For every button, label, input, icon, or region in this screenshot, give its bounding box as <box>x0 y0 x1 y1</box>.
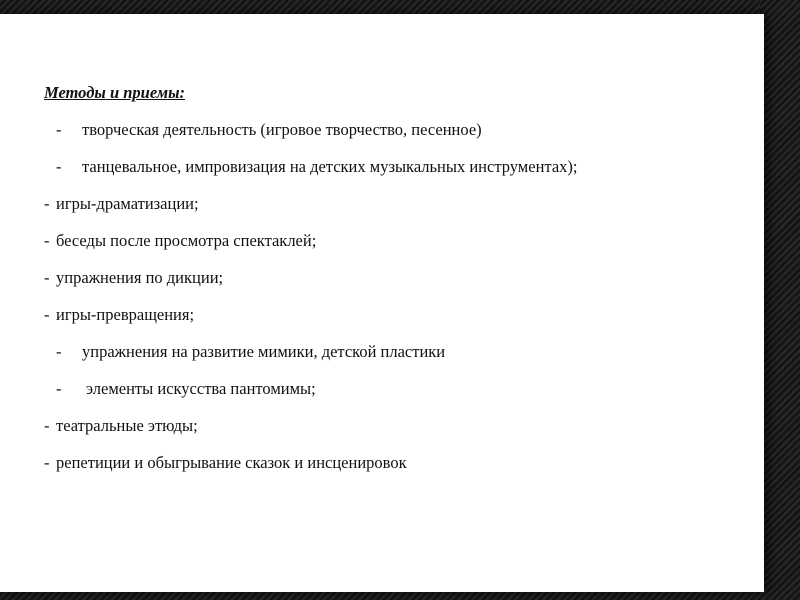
list-item-text: упражнения по дикции; <box>56 268 224 287</box>
list-item <box>44 228 754 254</box>
slide-heading: Методы и приемы: <box>44 83 186 102</box>
list-item-text: игры-превращения; <box>56 305 195 324</box>
frame-border-right <box>760 0 800 600</box>
list-item-text: танцевальное, импровизация на детских музыкальных инструментах); <box>82 157 578 176</box>
list-item-text: творческая деятельность (игровое творчество, песенное) <box>82 120 482 139</box>
list-item <box>44 376 754 402</box>
list-dash: - <box>44 194 50 213</box>
slide <box>0 14 764 592</box>
slide-content <box>44 80 754 487</box>
list-item-text: репетиции и обыгрывание сказок и инсценировок <box>56 453 407 472</box>
list-item <box>44 154 754 180</box>
list-dash: - <box>56 379 62 398</box>
list-dash: - <box>56 157 62 176</box>
list-dash: - <box>44 268 50 287</box>
list-item-text: игры-драматизации; <box>56 194 199 213</box>
list-dash: - <box>44 416 50 435</box>
list-item-text: упражнения на развитие мимики, детской пластики <box>82 342 446 361</box>
list-item-text: беседы после просмотра спектаклей; <box>56 231 317 250</box>
list-dash: - <box>44 305 50 324</box>
list-item <box>44 265 754 291</box>
list-item-text: элементы искусства пантомимы; <box>86 379 316 398</box>
list-item <box>44 117 754 143</box>
list-dash: - <box>44 453 50 472</box>
list-item <box>44 191 754 217</box>
list-item <box>44 450 754 476</box>
frame-border-top <box>0 0 800 14</box>
list-item <box>44 339 754 365</box>
list-dash: - <box>44 231 50 250</box>
list-item-text: театральные этюды; <box>56 416 198 435</box>
list-item <box>44 413 754 439</box>
list-item <box>44 302 754 328</box>
list-dash: - <box>56 342 62 361</box>
list-dash: - <box>56 120 62 139</box>
